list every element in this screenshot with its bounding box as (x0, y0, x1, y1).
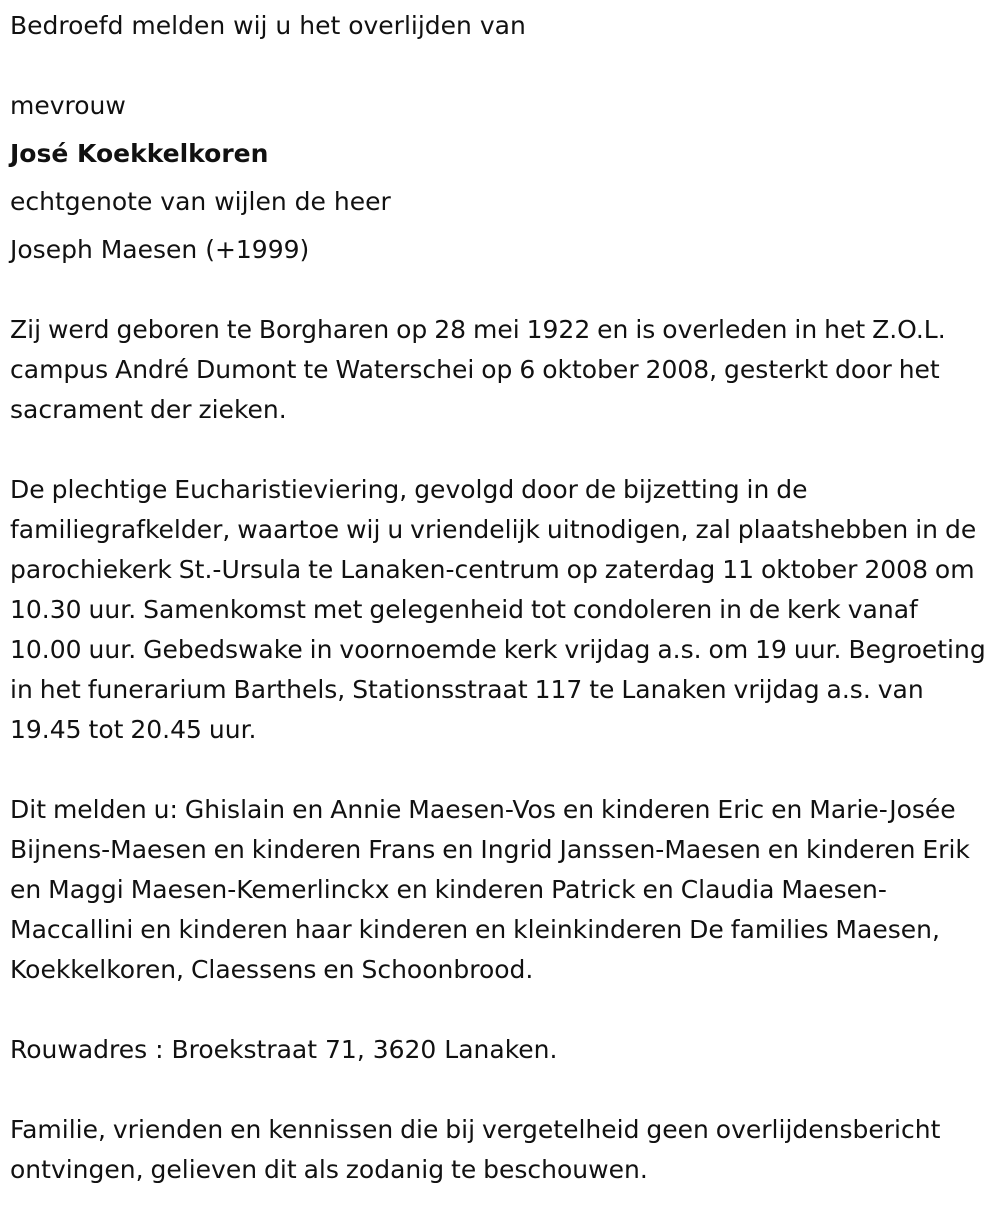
relation-text: echtgenote van wijlen de heer (10, 187, 391, 216)
birth-death-paragraph: Zij werd geboren te Borgharen op 28 mei 1922 en is overleden in het Z.O.L. campus André Dumont te Waterschei op 6 oktober 2008, gesterkt door het sacrament der zieken. (10, 315, 946, 424)
deceased-name: José Koekkelkoren (10, 139, 269, 168)
spouse-name: Joseph Maesen (+1999) (10, 235, 310, 264)
family-paragraph: Dit melden u: Ghislain en Annie Maesen-Vos en kinderen Eric en Marie-Josée Bijnens-Maesen en kinderen Frans en Ingrid Janssen-Maesen en kinderen Erik en Maggi Maesen-Kemerlinckx en kinderen Patrick en Claudia Maesen-Maccallini en kinderen haar kinderen en kleinkinderen De families Maesen, Koekkelkoren, Claessens en Schoonbrood. (10, 795, 970, 984)
closing-paragraph: Familie, vrienden en kennissen die bij vergetelheid geen overlijdensbericht ontvingen, gelieven dit als zodanig te beschouwen. (10, 1115, 941, 1184)
address-text: Rouwadres : Broekstraat 71, 3620 Lanaken. (10, 1035, 558, 1064)
salutation-text: mevrouw (10, 91, 126, 120)
ceremony-paragraph: De plechtige Eucharistieviering, gevolgd door de bijzetting in de familiegrafkelder, waartoe wij u vriendelijk uitnodigen, zal plaatshebben in de parochiekerk St.-Ursula te Lanaken-centrum op zaterdag 11 oktober 2008 om 10.30 uur. Samenkomst met gelegenheid tot condoleren in de kerk vanaf 10.00 uur. Gebedswake in voornoemde kerk vrijdag a.s. om 19 uur. Begroeting in het funerarium Barthels, Stationsstraat 117 te Lanaken vrijdag a.s. van 19.45 tot 20.45 uur. (10, 475, 986, 744)
intro-text: Bedroefd melden wij u het overlijden van (10, 11, 526, 40)
